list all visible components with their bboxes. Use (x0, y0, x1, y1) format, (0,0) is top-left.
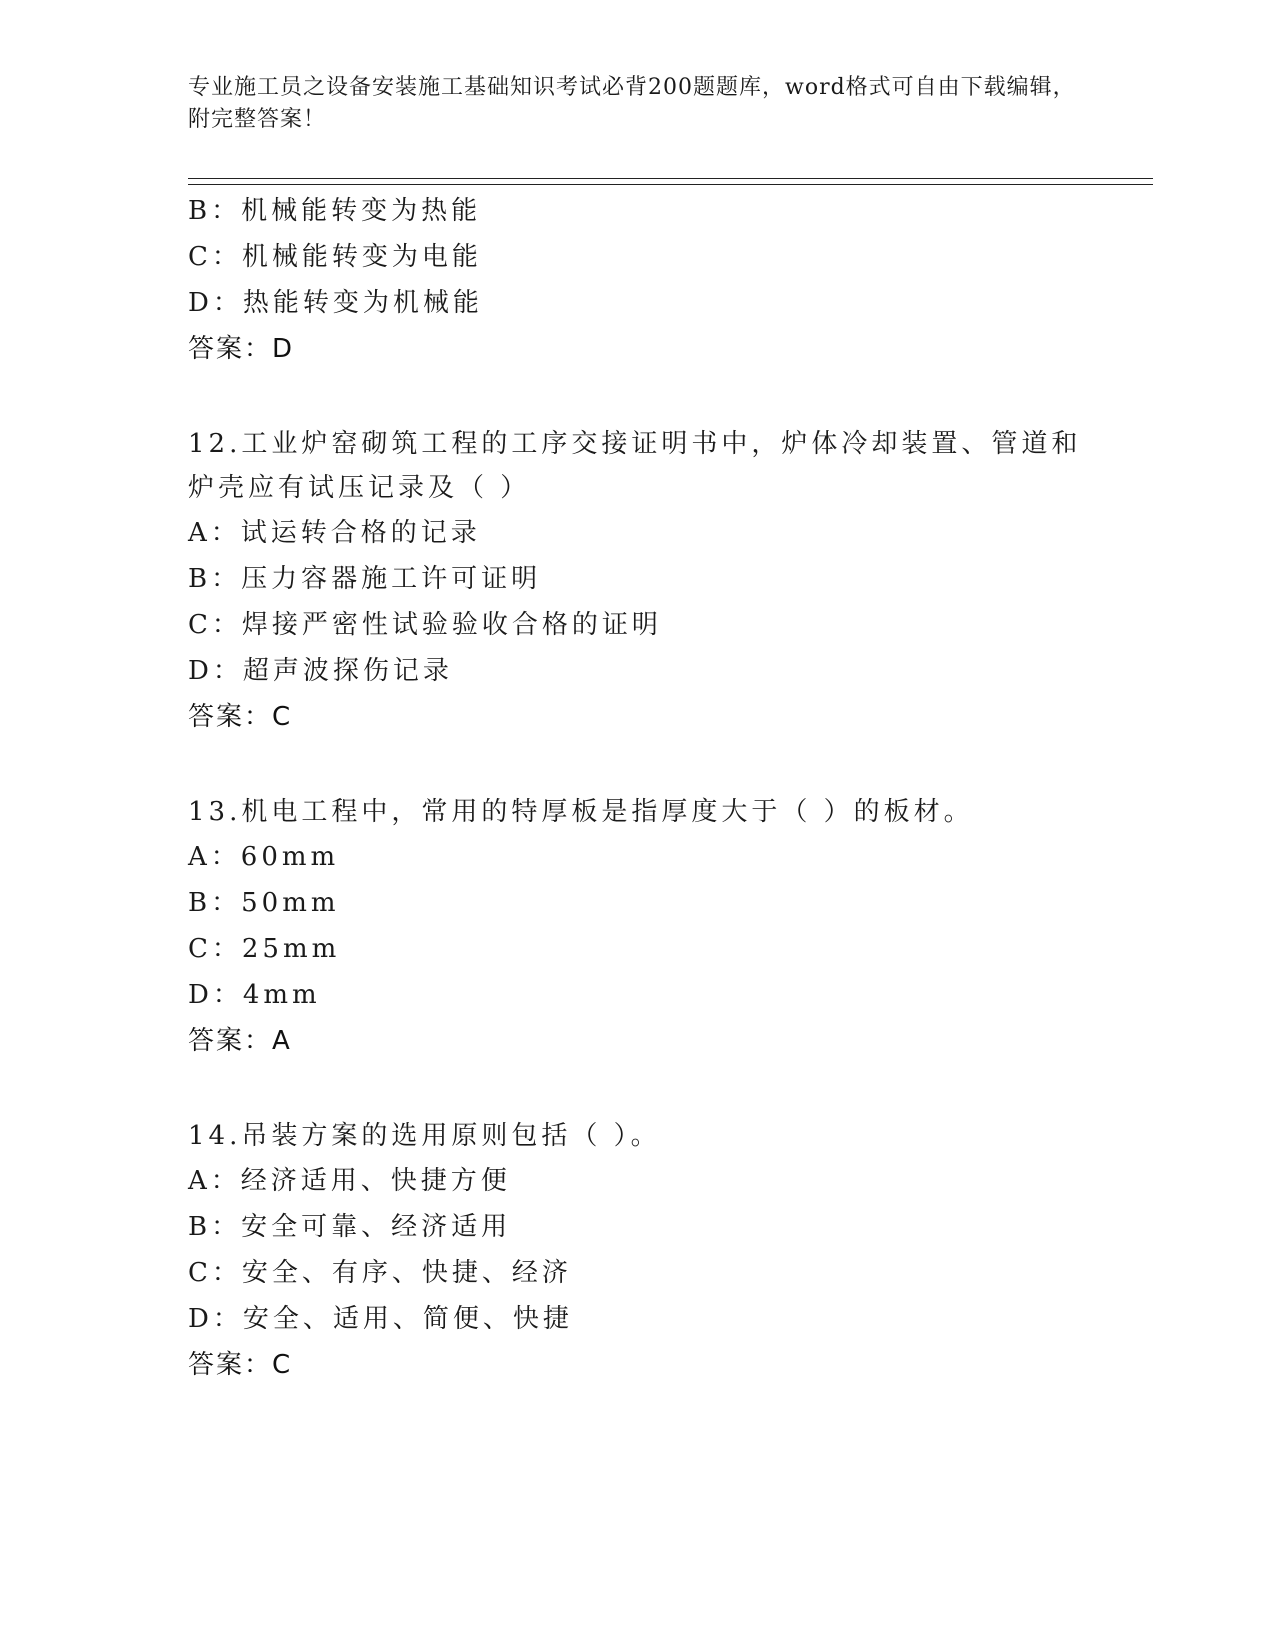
question-stem: 12.工业炉窑砌筑工程的工序交接证明书中，炉体冷却装置、管道和炉壳应有试压记录及（ ） (188, 429, 1082, 503)
option-c: C：焊接严密性试验验收合格的证明 (188, 610, 662, 640)
spacer (188, 740, 1088, 790)
option-d: D：4mm (188, 980, 321, 1010)
option-d: D：超声波探伤记录 (188, 656, 453, 686)
question-12 (188, 422, 1088, 740)
spacer (188, 1064, 1088, 1114)
option-b: B：安全可靠、经济适用 (188, 1212, 512, 1242)
option-a: A：经济适用、快捷方便 (188, 1166, 511, 1196)
option-b: B：机械能转变为热能 (188, 196, 482, 226)
question-14 (188, 1114, 1088, 1388)
option-c: C：25mm (188, 934, 341, 964)
header-title: 专业施工员之设备安装施工基础知识考试必背200题题库，word格式可自由下载编辑，附完整答案！ (188, 75, 1076, 132)
option-a: A：试运转合格的记录 (188, 518, 481, 548)
option-c: C：安全、有序、快捷、经济 (188, 1258, 572, 1288)
question-11-partial (188, 188, 1088, 372)
document-header (188, 72, 1088, 136)
answer-line: 答案：C (188, 702, 293, 732)
spacer (188, 372, 1088, 422)
option-b: B：50mm (188, 888, 340, 918)
option-b: B：压力容器施工许可证明 (188, 564, 542, 594)
question-13 (188, 790, 1088, 1064)
document-body (188, 188, 1088, 1388)
question-stem: 14.吊装方案的选用原则包括（ ）。 (188, 1121, 661, 1151)
answer-line: 答案：D (188, 334, 295, 364)
header-divider (188, 178, 1153, 185)
option-d: D：安全、适用、简便、快捷 (188, 1304, 573, 1334)
question-stem: 13.机电工程中，常用的特厚板是指厚度大于（ ）的板材。 (188, 797, 974, 827)
option-a: A：60mm (188, 842, 340, 872)
answer-line: 答案：A (188, 1026, 292, 1056)
answer-line: 答案：C (188, 1350, 293, 1380)
option-d: D：热能转变为机械能 (188, 288, 483, 318)
option-c: C：机械能转变为电能 (188, 242, 482, 272)
